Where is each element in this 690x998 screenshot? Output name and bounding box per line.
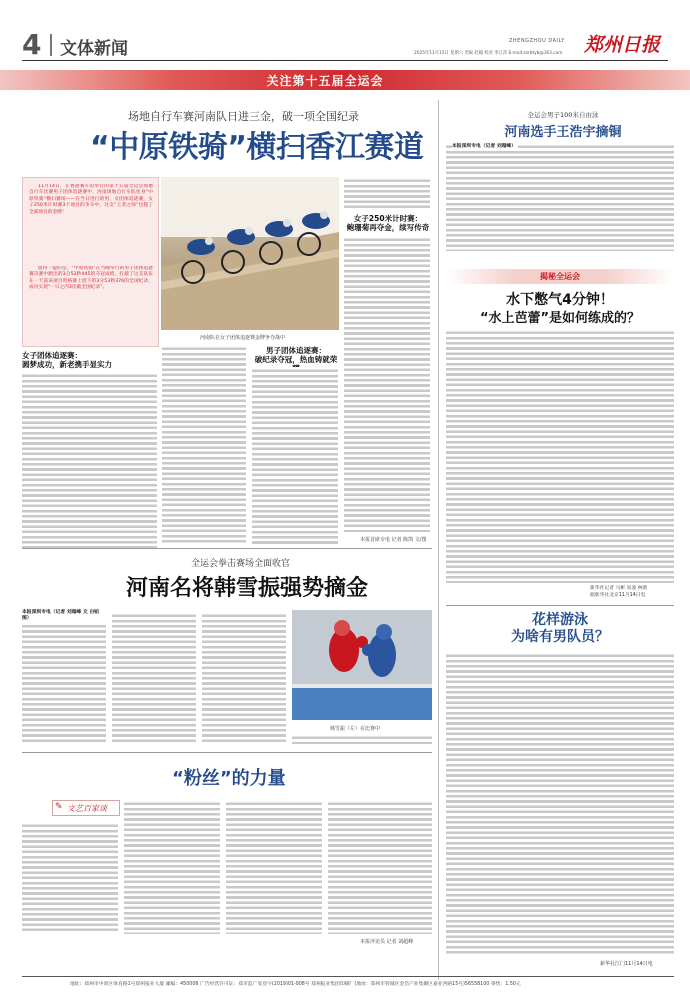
essay-body-col2 <box>124 800 220 934</box>
synchro-body <box>446 652 674 956</box>
boxing-photo <box>292 610 432 720</box>
paper-logo: 郑州日报 <box>584 34 661 56</box>
essay-headline: “粉丝”的力量 <box>172 768 286 789</box>
essay-byline: 本报评论员 记者 刘超峰 <box>360 939 414 945</box>
lead-photo-illustration <box>161 177 339 330</box>
synchro-credit: 新华社江门11月14日电 <box>600 961 653 967</box>
page-number: 4 <box>22 28 42 61</box>
pen-icon: ✎ <box>55 802 63 812</box>
reveal-credit: 新华社记者 马彬 易凌 林蕾 <box>590 586 648 591</box>
lead-summary-2: 值得一提的是，“中原铁骑”在当晚举行的男子团体追逐赛决赛中跑出的3分52秒445的夺冠成绩，打破了这支队伍在一天前该项目资格赛上创下的3分53秒376的全国纪录，成功实现“一日之内3次破全国纪录”。 <box>29 266 153 291</box>
footer-rule <box>22 976 674 977</box>
lead-photo-caption: 河南队在女子团体追逐赛金牌争夺战中 <box>200 335 286 341</box>
lead-photo-cyclists <box>161 177 339 330</box>
right-bottom-rule <box>446 605 674 606</box>
essay-body-col4 <box>328 800 432 934</box>
swim-lead-words: 本报深圳专电（记者 刘超峰） <box>452 144 517 149</box>
essay-column-tag-text: 文艺百家谈 <box>67 804 107 813</box>
essay-column-tag <box>52 800 120 816</box>
boxing-lead-words: 本报深圳专电（记者 刘超峰 文 白铂图） <box>22 610 106 623</box>
paper-english-name: ZHENGZHOU DAILY <box>509 38 565 44</box>
column-rule-main <box>438 100 439 980</box>
lead-body-col3 <box>252 367 338 545</box>
reveal-kicker: 揭秘全运会 <box>540 272 580 281</box>
reveal-credit-2: 据新华社北京11月14日电 <box>590 593 646 598</box>
boxing-headline: 河南名将韩雪振强势摘金 <box>126 576 369 601</box>
lead-summary-box <box>22 177 159 347</box>
synchro-headline-text: 花样游泳 为啥有男队员？ <box>511 612 609 645</box>
swim-body <box>446 143 674 251</box>
banner-title: 关注第十五届全运会 <box>266 74 384 88</box>
reveal-body <box>446 329 674 583</box>
lead-byline: 本报首席专电 记者 陈凯 文/图 <box>360 537 427 543</box>
masthead <box>0 0 690 66</box>
boxing-body-col4 <box>292 734 432 744</box>
boxing-body-col2 <box>112 612 196 744</box>
lead-headline: “中原铁骑”横扫香江赛道 <box>90 130 424 165</box>
middle-rule <box>22 548 432 549</box>
section-title: 文体新闻 <box>60 39 128 59</box>
essay-body-col3 <box>226 800 322 934</box>
masthead-rule <box>22 60 668 61</box>
lead-summary: 11月14日，在香港赛车馆举行的第十五届全运会场地自行车比赛男子团体追逐赛中，河南场地自行车队化身“中原铁骑”横扫赛场——在当日进行的男、女团体追逐赛，女子250米计时赛3个项目的争夺中，这支“王者之师”包揽了全部项目的金牌！ <box>29 184 153 215</box>
reveal-headline-1: 水下憋气4分钟！ <box>506 292 614 308</box>
essay-rule <box>22 752 432 753</box>
lead-subhead-men-text: 男子团体追逐赛： 破纪录夺冠，热血铸就荣 <box>254 346 338 364</box>
reveal-headline-2: “水上芭蕾”是如何练成的？ <box>479 311 641 326</box>
lead-subhead-women <box>22 351 157 369</box>
dateline: 2025年11月15日 星期六 责编 赵翰 校对 李江萍 E-mail:zzrbtyb@163.com <box>414 51 563 56</box>
lead-body-col4 <box>344 236 430 532</box>
essay-body-col1 <box>22 822 118 934</box>
lead-body-col2 <box>162 345 246 545</box>
swim-kicker: 全运会男子100米自由泳 <box>527 111 599 119</box>
lead-kicker: 场地自行车赛河南队日进三金，破一项全国纪录 <box>128 110 359 123</box>
swim-headline: 河南选手王浩宇摘铜 <box>504 125 622 140</box>
boxing-body-col3 <box>202 612 286 744</box>
lead-body-col4-top <box>344 177 430 210</box>
boxing-photo-illustration <box>292 610 432 720</box>
lead-subhead-250m-text: 女子250米计时赛： 鲍珊菊再夺金，续写传奇 <box>346 214 430 232</box>
lead-subhead-250m <box>344 214 432 232</box>
boxing-body-col1 <box>22 612 106 744</box>
footer-text: 地址：郑州市中原区体育路1号郑州报业大厦 邮编：450006 广告经营许可证：郑市监广发登字(2019)01-008号 郑州报业集团印刷厂(地址：郑州市管城区金岱产业集聚区嘉业西路15号)56558100 零售：1.50元 <box>70 982 521 987</box>
lead-subhead-women-text: 女子团体追逐赛： 圆梦成功，新老携手显实力 <box>22 351 112 369</box>
boxing-caption: 韩雪振（左）在比赛中 <box>330 726 381 732</box>
lead-body-col1 <box>22 372 157 548</box>
synchro-headline <box>446 612 674 646</box>
boxing-kicker: 全运会拳击赛场全面收官 <box>191 559 291 569</box>
page-number-divider <box>50 34 52 56</box>
